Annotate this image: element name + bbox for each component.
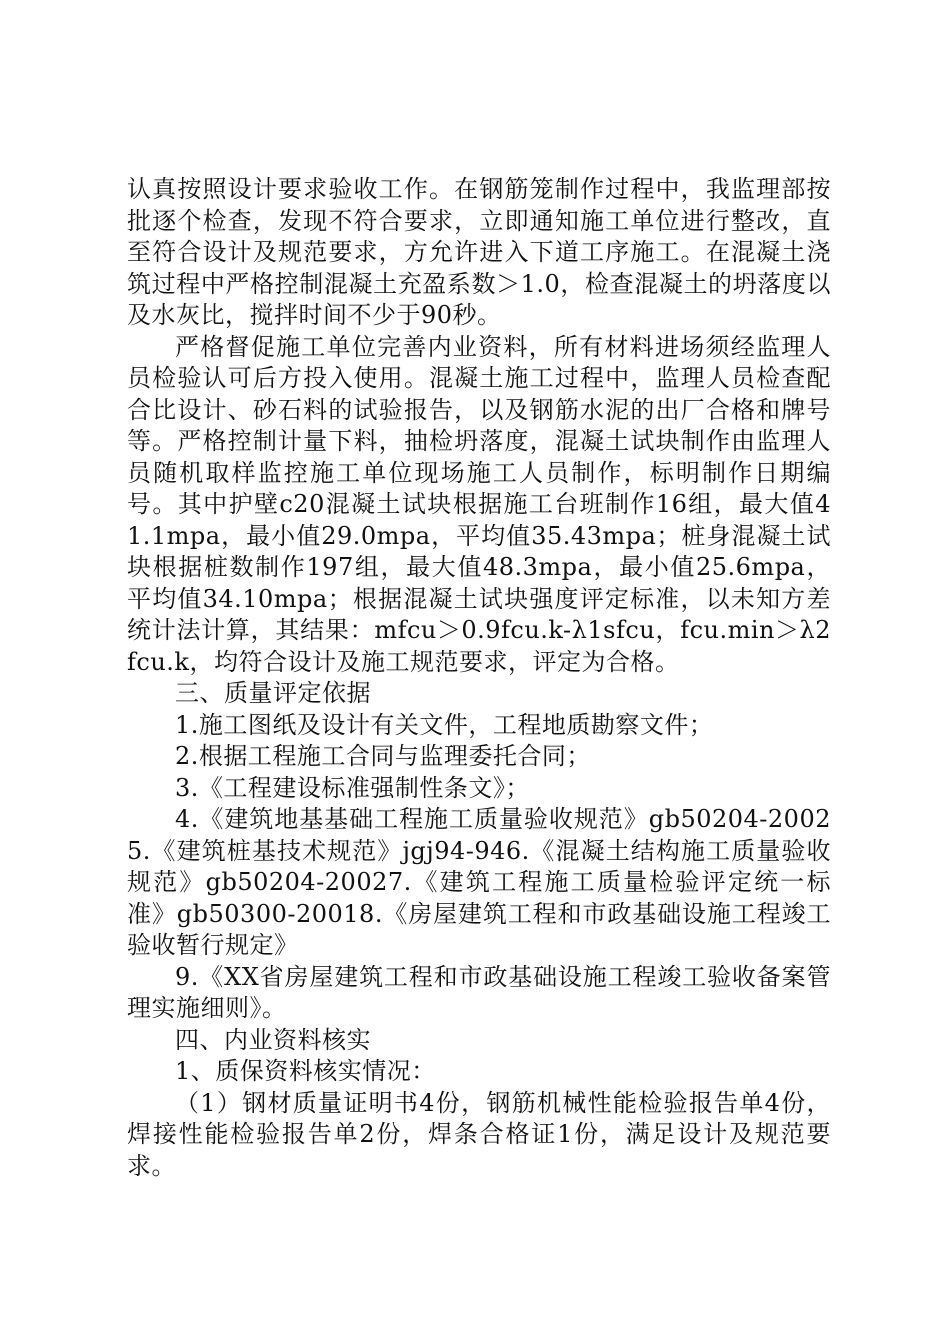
list-item-basis-9: 9.《XX省房屋建筑工程和市政基础设施工程竣工验收备案管理实施细则》。 [127, 962, 831, 1022]
paragraph-internal-records: 严格督促施工单位完善内业资料，所有材料进场须经监理人员检验认可后方投入使用。混凝土施工过程中，监理人员检查配合比设计、砂石料的试验报告，以及钢筋水泥的出厂合格和牌号等。严格控制计量下料，抽检坍落度，混凝土试块制作由监理人员随机取样监控施工单位现场施工人员制作，标明制作日期编号。其中护壁c20混凝土试块根据施工台班制作16组，最大值41.1mpa，最小值29.0mpa，平均值35.43mpa；桩身混凝土试块根据桩数制作197组，最大值48.3mpa，最小值25.6mpa，平均值34.10mpa；根据混凝土试块强度评定标准，以未知方差统计法计算，其结果：mfcu＞0.9fcu.k-λ1sfcu，fcu.min＞λ2fcu.k，均符合设计及施工规范要求，评定为合格。 [127, 332, 831, 676]
list-item-basis-4: 4.《建筑地基基础工程施工质量验收规范》gb50204-20025.《建筑桩基技术规范》jgj94-946.《混凝土结构施工质量验收规范》gb50204-20027.《建筑工程施工质量检验评定统一标准》gb50300-20018.《房屋建筑工程和市政基础设施工程竣工验收暂行规定》 [127, 805, 831, 959]
list-item-basis-2: 2.根据工程施工合同与监理委托合同； [175, 742, 591, 770]
list-item-basis-1: 1.施工图纸及设计有关文件，工程地质勘察文件； [175, 710, 714, 739]
paragraph-rebar-cage-inspection: 认真按照设计要求验收工作。在钢筋笼制作过程中，我监理部按批逐个检查，发现不符合要求，立即通知施工单位进行整改，直至符合设计及规范要求，方允许进入下道工序施工。在混凝土浇筑过程中严格控制混凝土充盈系数＞1.0，检查混凝土的坍落度以及水灰比，搅拌时间不少于90秒。 [127, 175, 831, 329]
paragraph-steel-certificates: （1）钢材质量证明书4份，钢筋机械性能检验报告单4份，焊接性能检验报告单2份，焊条合格证1份，满足设计及规范要求。 [127, 1088, 831, 1180]
list-item-basis-3: 3.《工程建设标准强制性条文》； [175, 773, 530, 802]
subheading-quality-docs: 1、质保资料核实情况： [175, 1057, 436, 1085]
section-heading-quality-basis: 三、质量评定依据 [175, 679, 371, 707]
document-body [127, 174, 831, 1182]
section-heading-records-verification: 四、内业资料核实 [175, 1025, 371, 1054]
